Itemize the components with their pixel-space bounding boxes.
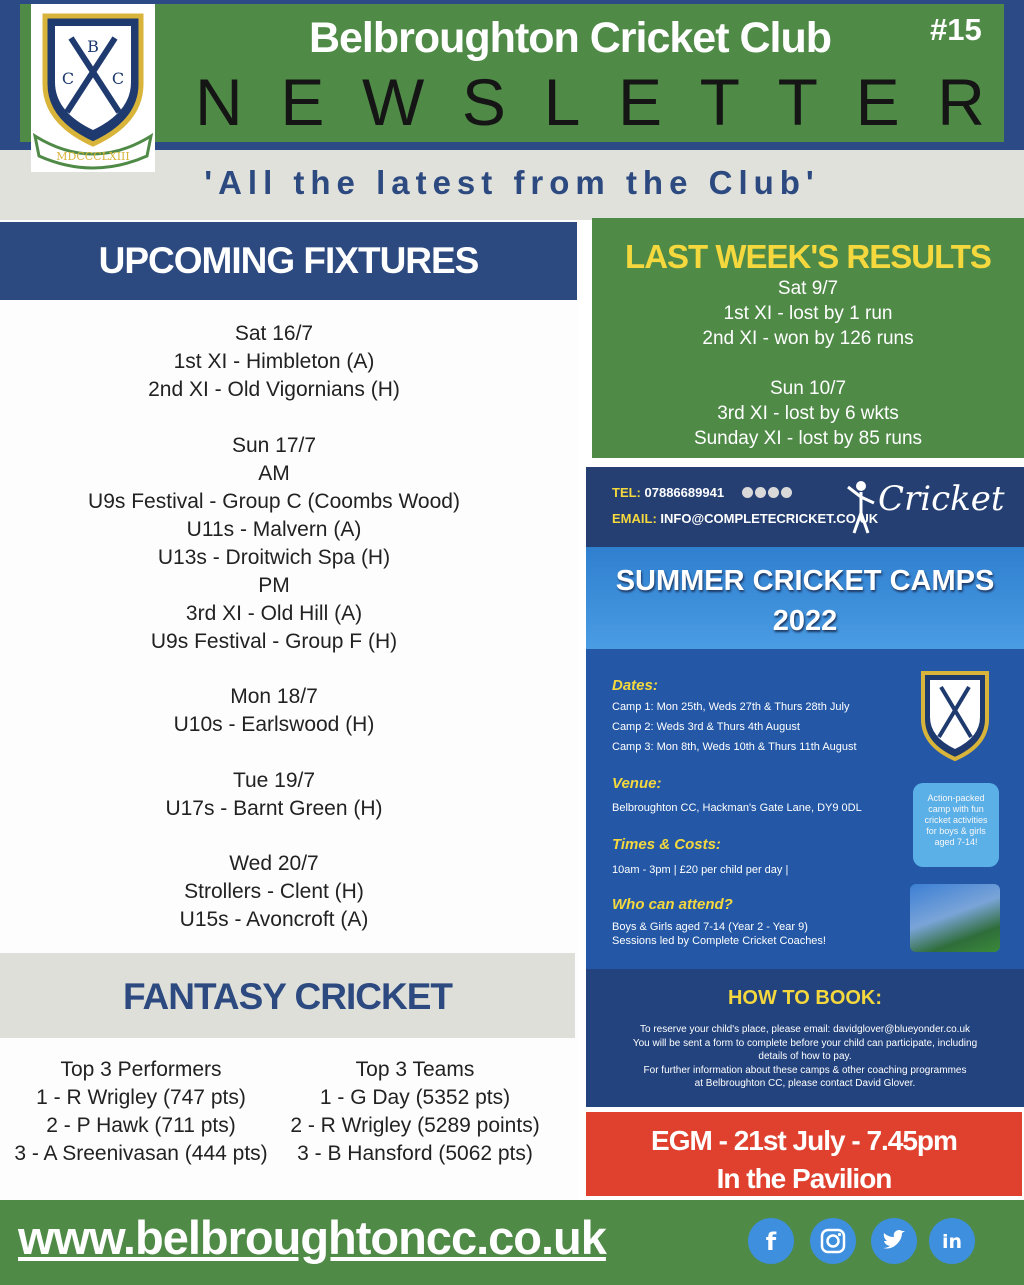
fixture-line: Mon 18/7 (230, 685, 318, 708)
newsletter-letter: S (461, 65, 506, 139)
fixture-line: U17s - Barnt Green (H) (165, 796, 383, 820)
fixture-line: U10s - Earlswood (H) (173, 713, 375, 736)
svg-text:in: in (941, 1231, 963, 1253)
fixtures-list (0, 320, 548, 934)
issue-number: #15 (930, 12, 982, 47)
camp-date: Camp 2: Weds 3rd & Thurs 4th August (612, 721, 800, 733)
linkedin-icon[interactable] (929, 1218, 975, 1264)
teams-title: Top 3 Teams (355, 1058, 475, 1081)
newsletter-letter: T (777, 65, 818, 139)
results-list (592, 276, 1024, 451)
fixture-line: Tue 19/7 (232, 768, 316, 792)
twitter-icon[interactable] (871, 1218, 917, 1264)
fixture-line: PM (258, 573, 290, 597)
dates-heading: Dates: (612, 677, 658, 694)
fixture-line: U15s - Avoncroft (A) (179, 908, 369, 931)
email-address[interactable]: INFO@COMPLETECRICKET.CO.UK (660, 511, 879, 526)
newsletter-letter: W (361, 65, 425, 139)
book-line: To reserve your child's place, please email: davidglover@blueyonder.co.uk (639, 1024, 970, 1035)
flyer-tel (612, 485, 724, 500)
how-to-book-text (596, 1023, 1014, 1091)
results-panel (592, 218, 1024, 458)
how-to-book-heading: HOW TO BOOK: (727, 987, 883, 1009)
fixture-spacer (0, 656, 548, 684)
who-text (612, 920, 826, 948)
book-line: For further information about these camps & other coaching programmes (643, 1064, 967, 1076)
fixture-line: Sat 16/7 (234, 322, 314, 345)
egm-date: EGM - 21st July - 7.45pm (651, 1125, 957, 1156)
tel-number[interactable]: 07886689941 (644, 485, 725, 500)
flyer-email (612, 511, 878, 526)
result-spacer (592, 351, 1024, 376)
instagram-icon[interactable] (810, 1218, 856, 1264)
crest-letter-b: B (87, 37, 99, 56)
fixture-line: 2nd XI - Old Vigornians (H) (148, 378, 400, 401)
fixture-line: Sun 17/7 (231, 433, 317, 457)
camp-date: Camp 3: Mon 8th, Weds 10th & Thurs 11th August (612, 741, 857, 753)
team-row: 2 - R Wrigley (5289 points) (290, 1114, 540, 1137)
dates-list (612, 697, 857, 757)
email-label: EMAIL: (612, 511, 657, 526)
result-line: 3rd XI - lost by 6 wkts (717, 403, 899, 424)
result-line: Sat 9/7 (777, 278, 839, 299)
performer-row: 2 - P Hawk (711 pts) (46, 1114, 236, 1137)
fixture-line: 3rd XI - Old Hill (A) (185, 601, 363, 625)
result-line: 1st XI - lost by 1 run (723, 303, 893, 324)
camp-photo (910, 884, 1000, 952)
book-line: details of how to pay. (758, 1051, 852, 1062)
egm-notice (586, 1112, 1022, 1196)
top-teams (283, 1056, 547, 1168)
fixture-line: Wed 20/7 (229, 852, 319, 875)
egm-location: In the Pavilion (716, 1163, 892, 1194)
fixture-line: U13s - Droitwich Spa (H) (157, 545, 391, 569)
newsletter-letter: T (699, 65, 740, 139)
flyer-social-icons (742, 487, 792, 498)
who-line: Boys & Girls aged 7-14 (Year 2 - Year 9) (612, 921, 808, 933)
mini-instagram-icon (781, 487, 792, 498)
newsletter-title (195, 62, 985, 142)
newsletter-letter: E (280, 65, 325, 139)
club-crest (31, 4, 155, 172)
mini-youtube-icon (768, 487, 779, 498)
fixture-line: 1st XI - Himbleton (A) (173, 350, 375, 373)
newsletter-letter: N (195, 65, 243, 139)
who-line: Sessions led by Complete Cricket Coaches! (612, 935, 826, 947)
camp-date: Camp 1: Mon 25th, Weds 27th & Thurs 28th July (612, 701, 850, 713)
flyer-crest-icon (917, 667, 993, 763)
newsletter-letter: E (617, 65, 662, 139)
fixture-spacer (0, 823, 548, 851)
times-text: 10am - 3pm | £20 per child per day | (612, 864, 789, 876)
crest-letter-c1: C (61, 69, 75, 88)
result-line: Sun 10/7 (769, 378, 847, 399)
fixture-line: Strollers - Clent (H) (184, 880, 364, 903)
camp-title-line1: SUMMER CRICKET CAMPS 2022 (615, 565, 995, 637)
fixture-spacer (0, 404, 548, 432)
book-line: You will be sent a form to complete before your child can participate, including (632, 1037, 978, 1049)
team-row: 1 - G Day (5352 pts) (319, 1086, 511, 1109)
crest-banner-text: MDCCCLXIII (56, 150, 130, 163)
complete-cricket-logo: Cricket (878, 479, 1005, 519)
performer-row: 3 - A Sreenivasan (444 pts) (14, 1142, 268, 1165)
summer-camp-flyer (586, 467, 1024, 1107)
result-line: 2nd XI - won by 126 runs (702, 328, 914, 349)
tagline: 'All the latest from the Club' (204, 164, 820, 201)
times-heading: Times & Costs: (612, 836, 721, 853)
facebook-icon[interactable] (748, 1218, 794, 1264)
activity-bubble: Action-packed camp with fun cricket activities for boys & girls aged 7-14! (913, 783, 999, 867)
crest-shield-icon (31, 4, 155, 172)
newsletter-letter: L (543, 65, 581, 139)
venue-heading: Venue: (612, 775, 662, 792)
book-line: at Belbroughton CC, please contact David Glover. (694, 1078, 916, 1089)
top-performers (0, 1056, 282, 1168)
mini-facebook-icon (742, 487, 753, 498)
mini-twitter-icon (755, 487, 766, 498)
fixture-spacer (0, 739, 548, 767)
results-heading: LAST WEEK'S RESULTS (625, 238, 991, 275)
fixture-line: U9s Festival - Group F (H) (150, 629, 398, 653)
team-row: 3 - B Hansford (5062 pts) (297, 1142, 533, 1165)
crest-letter-c2: C (111, 69, 125, 88)
club-name: Belbroughton Cricket Club (308, 14, 832, 62)
newsletter-letter: R (937, 65, 985, 139)
venue-text: Belbroughton CC, Hackman's Gate Lane, DY9 0DL (612, 802, 862, 814)
performers-title: Top 3 Performers (60, 1058, 222, 1081)
fantasy-heading: FANTASY CRICKET (0, 953, 575, 1038)
fixture-line: U9s Festival - Group C (Coombs Wood) (88, 489, 460, 513)
who-heading: Who can attend? (612, 896, 733, 913)
fixture-line: U11s - Malvern (A) (186, 517, 362, 541)
batsman-icon (844, 479, 878, 535)
performer-row: 1 - R Wrigley (747 pts) (36, 1086, 246, 1109)
fixture-line: AM (258, 461, 290, 485)
newsletter-letter: E (855, 65, 900, 139)
fixtures-heading: UPCOMING FIXTURES (0, 222, 577, 300)
tel-label: TEL: (612, 485, 641, 500)
result-line: Sunday XI - lost by 85 runs (693, 428, 923, 449)
svg-text:f: f (765, 1228, 777, 1256)
website-link[interactable]: www.belbroughtoncc.co.uk (18, 1211, 606, 1264)
